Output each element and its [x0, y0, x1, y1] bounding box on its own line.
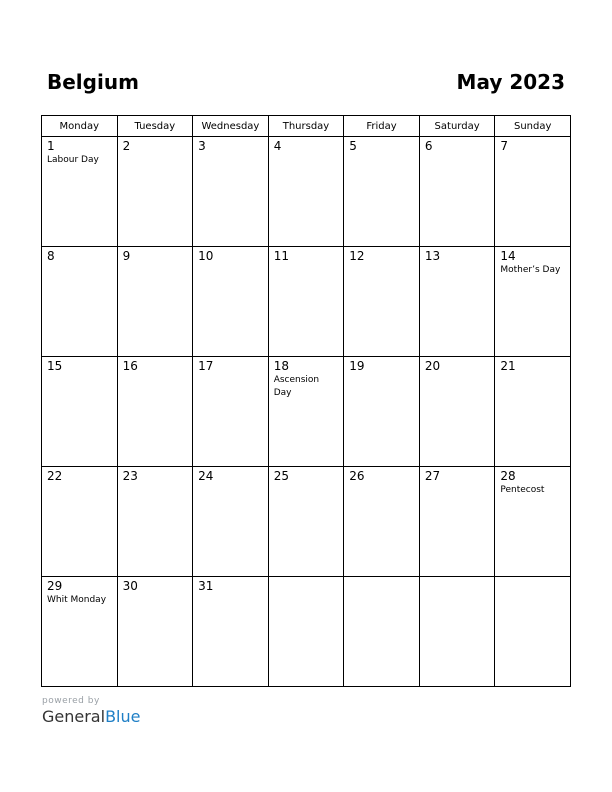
day-cell: [344, 137, 420, 247]
day-number: 3: [198, 139, 206, 153]
day-cell-content: [269, 467, 344, 486]
weekday-header: Friday: [344, 116, 420, 137]
holiday-label: Labour Day: [47, 155, 99, 165]
day-number: 10: [198, 249, 214, 263]
day-cell-content: [420, 247, 495, 266]
day-cell: [42, 137, 118, 247]
day-cell: [419, 247, 495, 357]
day-cell-content: [193, 467, 268, 486]
day-cell: [344, 577, 420, 687]
day-cell: [42, 577, 118, 687]
day-cell-content: [42, 137, 117, 169]
day-number: 12: [349, 249, 365, 263]
day-cell-content: [42, 577, 117, 609]
day-cell-content: [193, 137, 268, 156]
day-cell-content: [269, 577, 344, 581]
weekday-header: Saturday: [419, 116, 495, 137]
calendar-header: [41, 70, 571, 98]
day-cell-content: [344, 137, 419, 156]
day-number: 15: [47, 359, 63, 373]
brand-first: General: [42, 707, 106, 726]
day-cell-content: [344, 467, 419, 486]
day-number: 23: [122, 469, 138, 483]
day-cell: [193, 247, 269, 357]
day-cell: [268, 247, 344, 357]
day-cell: [117, 137, 193, 247]
holiday-label: Ascension Day: [273, 375, 320, 398]
day-number: 2: [122, 139, 131, 153]
day-cell: [419, 467, 495, 577]
day-cell-content: [118, 357, 193, 376]
day-number: 28: [500, 469, 516, 483]
week-row: [42, 357, 571, 467]
day-number: 1: [47, 139, 55, 153]
day-cell-content: [42, 357, 117, 376]
day-cell-content: [193, 247, 268, 266]
day-cell: [344, 357, 420, 467]
day-cell: [42, 247, 118, 357]
day-cell-content: [495, 247, 570, 279]
weekday-header: Sunday: [495, 116, 571, 137]
holiday-label: Pentecost: [500, 485, 545, 495]
day-number: 30: [122, 579, 138, 593]
weekday-header: Tuesday: [117, 116, 193, 137]
day-cell: [42, 357, 118, 467]
day-cell-content: [42, 247, 117, 266]
day-number: 8: [47, 249, 55, 263]
day-cell-content: [269, 137, 344, 156]
day-number: 13: [424, 249, 441, 263]
day-number: 17: [198, 359, 214, 373]
day-cell: [193, 357, 269, 467]
day-number: 16: [122, 359, 138, 373]
day-cell: [344, 247, 420, 357]
day-cell-content: [42, 467, 117, 486]
day-cell: [268, 137, 344, 247]
brand-second: Blue: [105, 707, 141, 726]
day-cell: [495, 247, 571, 357]
day-cell-content: [118, 247, 193, 266]
day-cell: [268, 357, 344, 467]
powered-by-text: powered by: [42, 696, 100, 706]
week-row: [42, 577, 571, 687]
day-cell-content: [344, 577, 419, 581]
day-cell-content: [495, 577, 570, 581]
day-number: 5: [349, 139, 357, 153]
calendar-grid: [41, 115, 571, 687]
day-cell: [419, 577, 495, 687]
day-number: 21: [500, 359, 516, 373]
day-number: 31: [198, 579, 214, 593]
day-number: 27: [424, 469, 441, 483]
generalblue-logo: [42, 707, 140, 726]
day-cell-content: [118, 137, 193, 156]
day-cell-content: [344, 247, 419, 266]
day-number: 26: [349, 469, 365, 483]
day-cell: [268, 577, 344, 687]
day-number: 6: [424, 139, 433, 153]
footer: [42, 696, 140, 726]
day-cell: [495, 467, 571, 577]
day-cell-content: [344, 357, 419, 376]
week-row: [42, 467, 571, 577]
day-cell-content: [420, 137, 495, 156]
day-number: 9: [122, 249, 131, 263]
day-number: 4: [273, 139, 282, 153]
day-number: 11: [273, 249, 289, 263]
day-cell: [419, 357, 495, 467]
month-year-title: May 2023: [456, 70, 565, 94]
day-number: 20: [424, 359, 441, 373]
day-cell-content: [118, 467, 193, 486]
day-cell-content: [495, 357, 570, 376]
day-cell: [495, 137, 571, 247]
day-number: 25: [273, 469, 289, 483]
weekday-header: Thursday: [268, 116, 344, 137]
day-cell-content: [420, 467, 495, 486]
country-title: Belgium: [47, 70, 139, 94]
day-number: 29: [47, 579, 63, 593]
day-cell-content: [420, 357, 495, 376]
day-cell: [495, 357, 571, 467]
day-cell-content: [420, 577, 495, 581]
weekday-header: Monday: [42, 116, 118, 137]
holiday-label: Mother’s Day: [500, 265, 561, 275]
day-number: 24: [198, 469, 214, 483]
day-cell: [117, 467, 193, 577]
weekday-header-row: [42, 116, 571, 137]
day-cell-content: [118, 577, 193, 596]
day-cell: [344, 467, 420, 577]
day-cell: [117, 577, 193, 687]
day-number: 22: [47, 469, 63, 483]
day-cell: [193, 137, 269, 247]
day-cell-content: [495, 467, 570, 499]
day-cell: [193, 467, 269, 577]
day-number: 14: [500, 249, 516, 263]
day-cell: [193, 577, 269, 687]
day-cell: [42, 467, 118, 577]
day-cell-content: [269, 247, 344, 266]
day-cell: [419, 137, 495, 247]
day-cell: [117, 247, 193, 357]
weekday-header: Wednesday: [193, 116, 269, 137]
day-cell-content: [193, 577, 268, 596]
day-cell: [117, 357, 193, 467]
day-number: 18: [273, 359, 289, 373]
calendar-body: [42, 137, 571, 687]
day-cell-content: [495, 137, 570, 156]
holiday-label: Whit Monday: [47, 595, 107, 605]
week-row: [42, 247, 571, 357]
day-cell: [268, 467, 344, 577]
day-cell-content: [269, 357, 344, 402]
day-cell: [495, 577, 571, 687]
day-number: 19: [349, 359, 365, 373]
day-number: 7: [500, 139, 509, 153]
day-cell-content: [193, 357, 268, 376]
week-row: [42, 137, 571, 247]
